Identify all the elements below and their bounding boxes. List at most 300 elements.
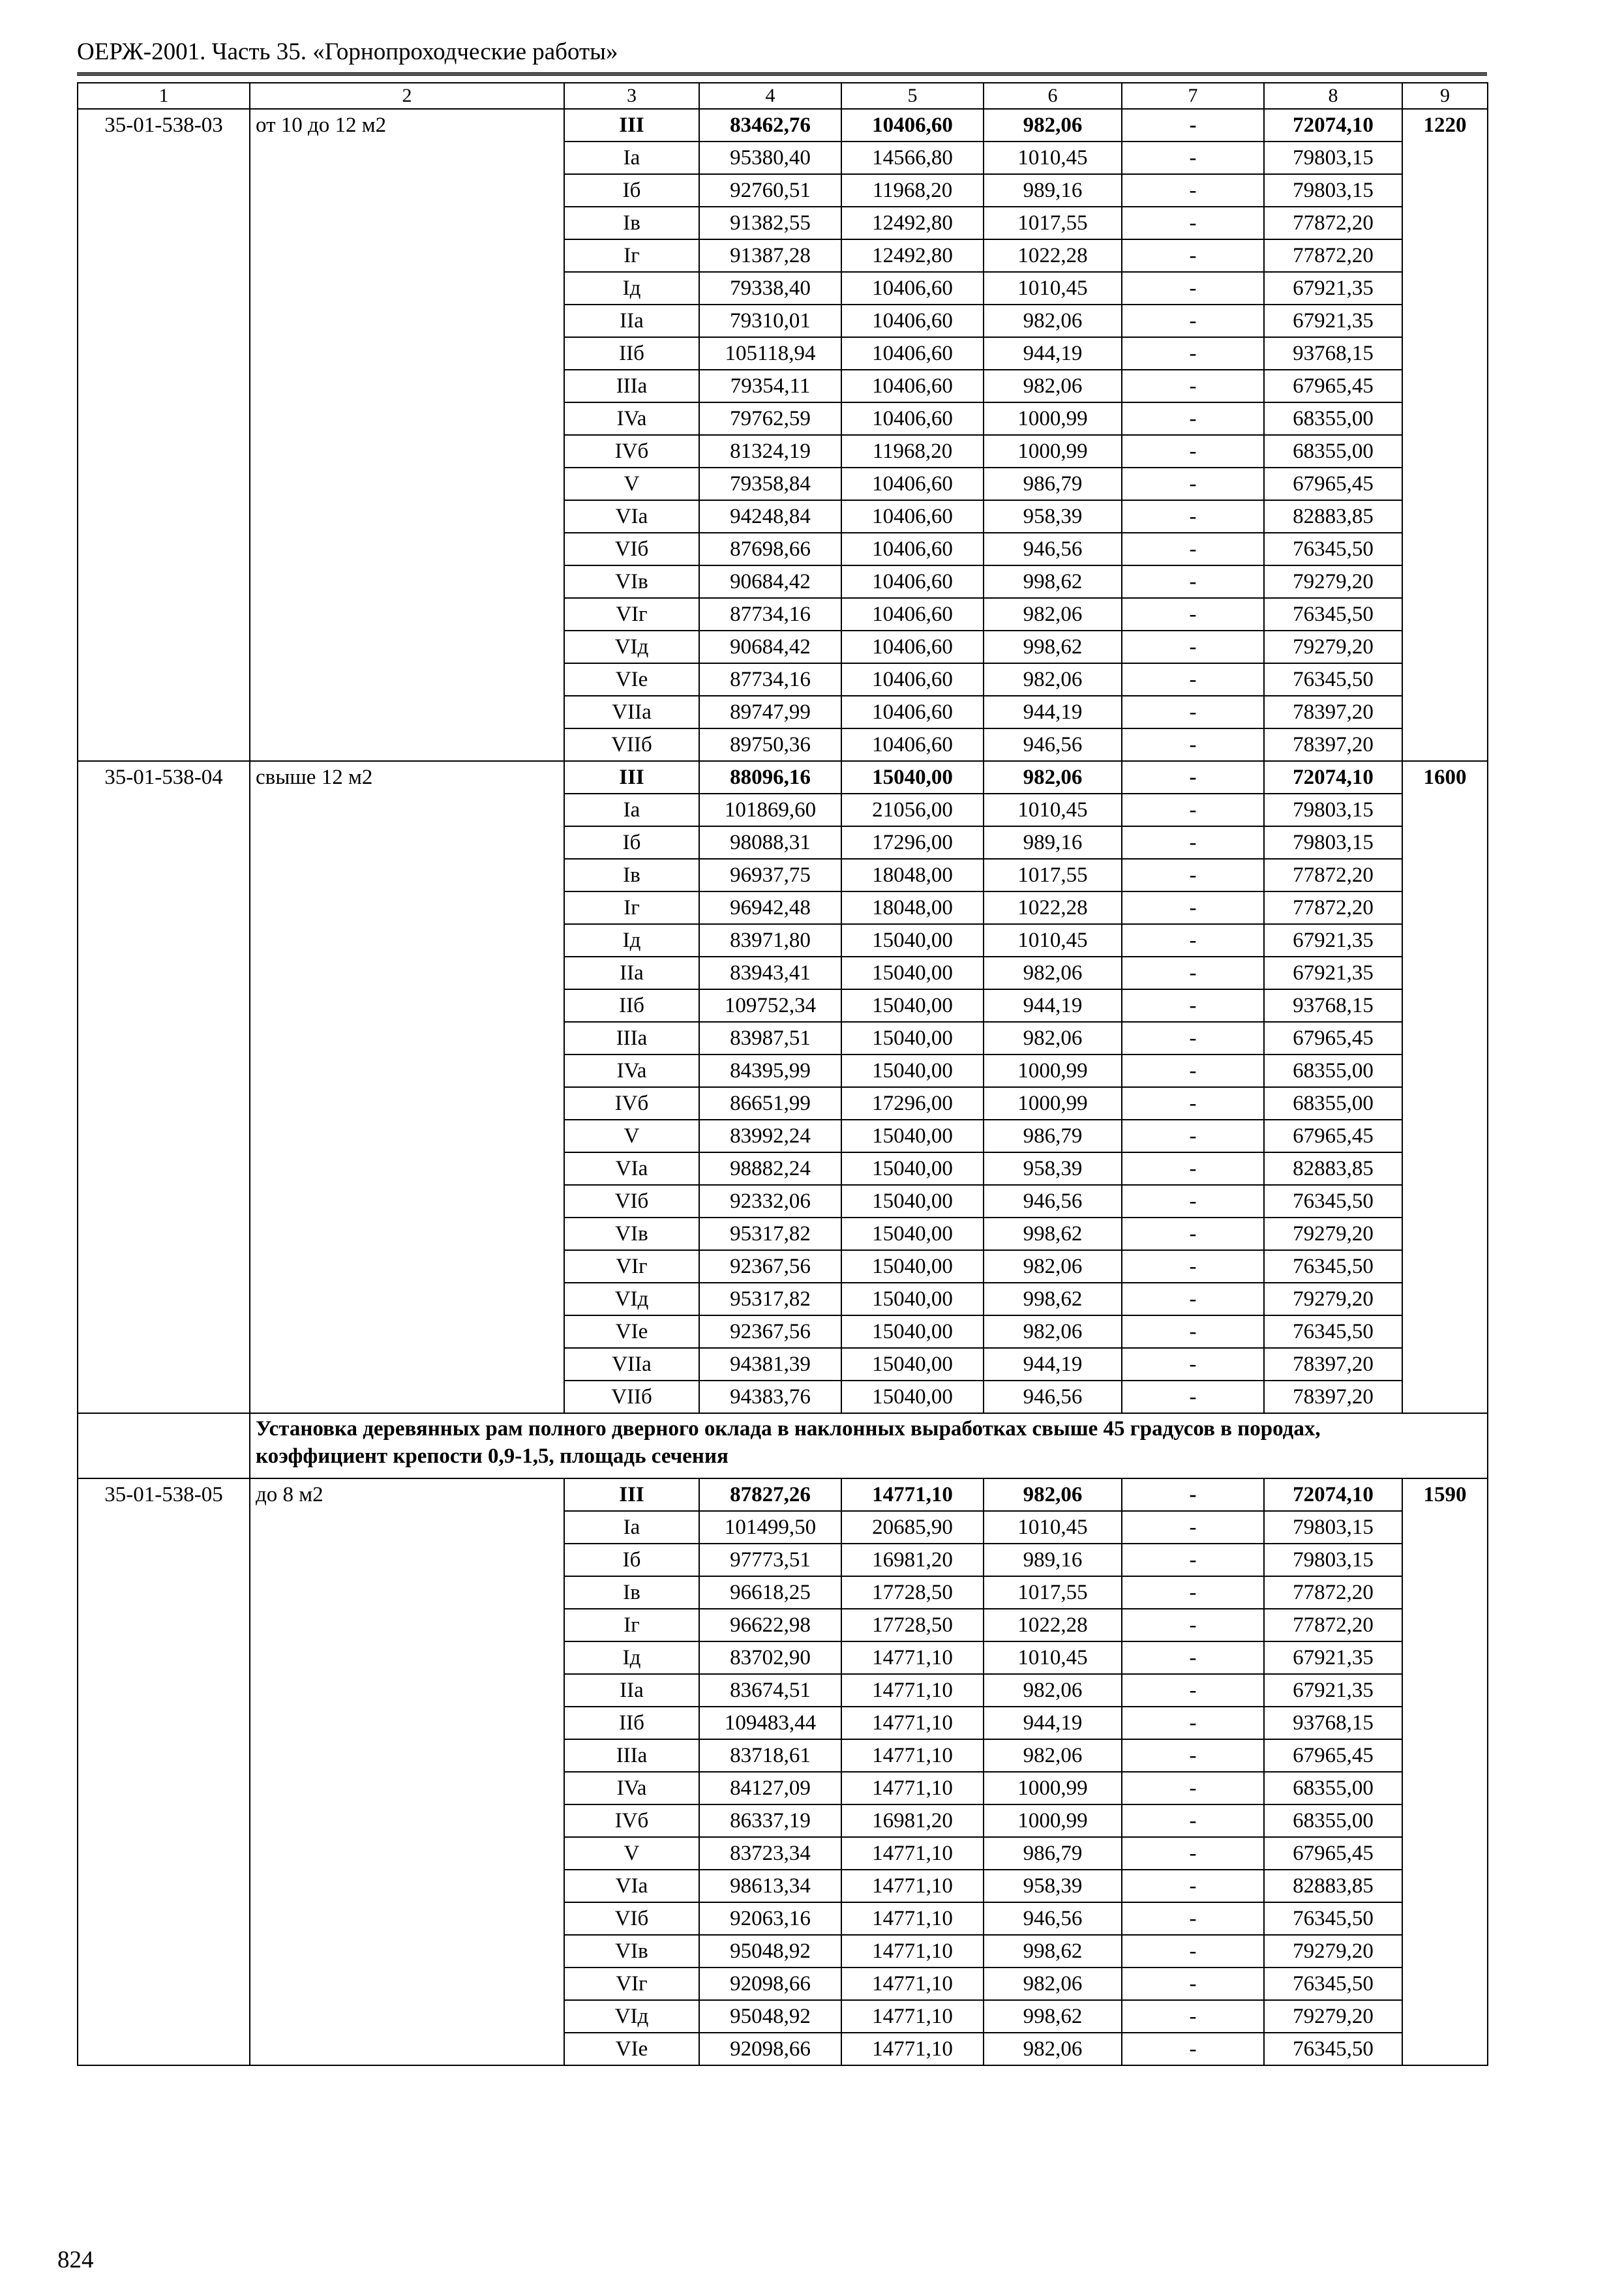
labor-cost-cell: 1220 xyxy=(1402,109,1488,761)
table-row xyxy=(78,761,1488,794)
driver-wages-cell: - xyxy=(1122,1674,1264,1707)
driver-wages-cell: - xyxy=(1122,1870,1264,1902)
materials-cell: 79279,20 xyxy=(1264,1283,1402,1315)
zone-cell: VIд xyxy=(564,1283,699,1315)
zone-cell: Iг xyxy=(564,891,699,924)
wages-cell: 14771,10 xyxy=(841,1478,984,1511)
materials-cell: 67921,35 xyxy=(1264,1674,1402,1707)
driver-wages-cell: - xyxy=(1122,859,1264,891)
materials-cell: 68355,00 xyxy=(1264,402,1402,435)
machines-cell: 982,06 xyxy=(984,109,1122,142)
labor-cost-cell: 1600 xyxy=(1402,761,1488,1413)
total-cell: 83718,61 xyxy=(699,1739,841,1772)
total-cell: 92760,51 xyxy=(699,174,841,207)
wages-cell: 11968,20 xyxy=(841,174,984,207)
machines-cell: 982,06 xyxy=(984,1022,1122,1055)
machines-cell: 986,79 xyxy=(984,1120,1122,1152)
materials-cell: 77872,20 xyxy=(1264,1609,1402,1641)
total-cell: 90684,42 xyxy=(699,631,841,663)
wages-cell: 15040,00 xyxy=(841,1283,984,1315)
driver-wages-cell: - xyxy=(1122,761,1264,794)
item-name: от 10 до 12 м2 xyxy=(250,109,564,761)
zone-cell: Iд xyxy=(564,1641,699,1674)
zone-cell: VIIб xyxy=(564,728,699,761)
machines-cell: 982,06 xyxy=(984,1478,1122,1511)
total-cell: 79310,01 xyxy=(699,305,841,337)
wages-cell: 14771,10 xyxy=(841,1967,984,2000)
machines-cell: 982,06 xyxy=(984,663,1122,696)
zone-cell: IVб xyxy=(564,1804,699,1837)
wages-cell: 15040,00 xyxy=(841,1055,984,1087)
materials-cell: 67921,35 xyxy=(1264,957,1402,989)
zone-cell: III xyxy=(564,1478,699,1511)
wages-cell: 17296,00 xyxy=(841,826,984,859)
machines-cell: 946,56 xyxy=(984,1902,1122,1935)
zone-cell: Iв xyxy=(564,1576,699,1609)
total-cell: 83992,24 xyxy=(699,1120,841,1152)
materials-cell: 68355,00 xyxy=(1264,435,1402,468)
machines-cell: 982,06 xyxy=(984,761,1122,794)
driver-wages-cell: - xyxy=(1122,1283,1264,1315)
driver-wages-cell: - xyxy=(1122,696,1264,728)
driver-wages-cell: - xyxy=(1122,1967,1264,2000)
materials-cell: 93768,15 xyxy=(1264,1707,1402,1739)
total-cell: 109752,34 xyxy=(699,989,841,1022)
zone-cell: VIд xyxy=(564,2000,699,2033)
zone-cell: IVa xyxy=(564,1055,699,1087)
wages-cell: 10406,60 xyxy=(841,533,984,565)
materials-cell: 79279,20 xyxy=(1264,2000,1402,2033)
zone-cell: Iд xyxy=(564,924,699,957)
total-cell: 92332,06 xyxy=(699,1185,841,1218)
item-name: до 8 м2 xyxy=(250,1478,564,2065)
wages-cell: 15040,00 xyxy=(841,1381,984,1413)
materials-cell: 78397,20 xyxy=(1264,1348,1402,1381)
driver-wages-cell: - xyxy=(1122,1218,1264,1250)
zone-cell: V xyxy=(564,1120,699,1152)
machines-cell: 1010,45 xyxy=(984,1641,1122,1674)
wages-cell: 10406,60 xyxy=(841,728,984,761)
materials-cell: 93768,15 xyxy=(1264,989,1402,1022)
machines-cell: 998,62 xyxy=(984,2000,1122,2033)
zone-cell: III xyxy=(564,109,699,142)
machines-cell: 982,06 xyxy=(984,1315,1122,1348)
materials-cell: 68355,00 xyxy=(1264,1772,1402,1804)
total-cell: 84127,09 xyxy=(699,1772,841,1804)
wages-cell: 10406,60 xyxy=(841,598,984,631)
zone-cell: Iг xyxy=(564,239,699,272)
machines-cell: 1010,45 xyxy=(984,924,1122,957)
materials-cell: 82883,85 xyxy=(1264,1152,1402,1185)
total-cell: 95048,92 xyxy=(699,1935,841,1967)
total-cell: 109483,44 xyxy=(699,1707,841,1739)
materials-cell: 79279,20 xyxy=(1264,1218,1402,1250)
total-cell: 98088,31 xyxy=(699,826,841,859)
total-cell: 96942,48 xyxy=(699,891,841,924)
materials-cell: 68355,00 xyxy=(1264,1804,1402,1837)
total-cell: 83987,51 xyxy=(699,1022,841,1055)
total-cell: 83462,76 xyxy=(699,109,841,142)
zone-cell: VIб xyxy=(564,533,699,565)
zone-cell: Iб xyxy=(564,1544,699,1576)
machines-cell: 1010,45 xyxy=(984,1511,1122,1544)
driver-wages-cell: - xyxy=(1122,891,1264,924)
materials-cell: 78397,20 xyxy=(1264,1381,1402,1413)
driver-wages-cell: - xyxy=(1122,272,1264,305)
driver-wages-cell: - xyxy=(1122,1902,1264,1935)
machines-cell: 1000,99 xyxy=(984,435,1122,468)
machines-cell: 946,56 xyxy=(984,1185,1122,1218)
machines-cell: 989,16 xyxy=(984,1544,1122,1576)
total-cell: 98882,24 xyxy=(699,1152,841,1185)
total-cell: 96618,25 xyxy=(699,1576,841,1609)
driver-wages-cell: - xyxy=(1122,1185,1264,1218)
driver-wages-cell: - xyxy=(1122,2033,1264,2065)
total-cell: 91382,55 xyxy=(699,207,841,239)
machines-cell: 998,62 xyxy=(984,631,1122,663)
driver-wages-cell: - xyxy=(1122,1250,1264,1283)
total-cell: 83702,90 xyxy=(699,1641,841,1674)
total-cell: 87734,16 xyxy=(699,598,841,631)
table-body xyxy=(78,83,1488,2065)
zone-cell: VIв xyxy=(564,1935,699,1967)
wages-cell: 10406,60 xyxy=(841,565,984,598)
materials-cell: 68355,00 xyxy=(1264,1055,1402,1087)
wages-cell: 20685,90 xyxy=(841,1511,984,1544)
wages-cell: 16981,20 xyxy=(841,1804,984,1837)
driver-wages-cell: - xyxy=(1122,598,1264,631)
driver-wages-cell: - xyxy=(1122,305,1264,337)
machines-cell: 946,56 xyxy=(984,1381,1122,1413)
materials-cell: 68355,00 xyxy=(1264,1087,1402,1120)
zone-cell: IVa xyxy=(564,1772,699,1804)
machines-cell: 944,19 xyxy=(984,696,1122,728)
machines-cell: 946,56 xyxy=(984,533,1122,565)
zone-cell: Iв xyxy=(564,859,699,891)
machines-cell: 986,79 xyxy=(984,1837,1122,1870)
wages-cell: 10406,60 xyxy=(841,402,984,435)
wages-cell: 12492,80 xyxy=(841,207,984,239)
zone-cell: IVб xyxy=(564,1087,699,1120)
wages-cell: 10406,60 xyxy=(841,468,984,500)
driver-wages-cell: - xyxy=(1122,1707,1264,1739)
materials-cell: 67921,35 xyxy=(1264,1641,1402,1674)
machines-cell: 982,06 xyxy=(984,1739,1122,1772)
wages-cell: 15040,00 xyxy=(841,1218,984,1250)
total-cell: 84395,99 xyxy=(699,1055,841,1087)
driver-wages-cell: - xyxy=(1122,631,1264,663)
wages-cell: 21056,00 xyxy=(841,794,984,826)
section-spacer xyxy=(78,1413,250,1478)
machines-cell: 1000,99 xyxy=(984,1804,1122,1837)
column-number: 9 xyxy=(1402,83,1488,109)
total-cell: 87827,26 xyxy=(699,1478,841,1511)
machines-cell: 1000,99 xyxy=(984,1087,1122,1120)
total-cell: 94248,84 xyxy=(699,500,841,533)
page-header-title: ОЕРЖ-2001. Часть 35. «Горнопроходческие работы» xyxy=(77,38,618,65)
driver-wages-cell: - xyxy=(1122,1609,1264,1641)
column-number: 7 xyxy=(1122,83,1264,109)
driver-wages-cell: - xyxy=(1122,337,1264,370)
machines-cell: 998,62 xyxy=(984,1218,1122,1250)
zone-cell: IIб xyxy=(564,1707,699,1739)
materials-cell: 76345,50 xyxy=(1264,663,1402,696)
driver-wages-cell: - xyxy=(1122,1641,1264,1674)
section-title-row xyxy=(78,1413,1488,1478)
machines-cell: 944,19 xyxy=(984,1707,1122,1739)
total-cell: 97773,51 xyxy=(699,1544,841,1576)
materials-cell: 72074,10 xyxy=(1264,109,1402,142)
wages-cell: 15040,00 xyxy=(841,957,984,989)
total-cell: 79358,84 xyxy=(699,468,841,500)
zone-cell: IIIa xyxy=(564,1739,699,1772)
materials-cell: 77872,20 xyxy=(1264,207,1402,239)
machines-cell: 958,39 xyxy=(984,1152,1122,1185)
wages-cell: 18048,00 xyxy=(841,891,984,924)
zone-cell: Iб xyxy=(564,826,699,859)
total-cell: 91387,28 xyxy=(699,239,841,272)
total-cell: 95317,82 xyxy=(699,1218,841,1250)
driver-wages-cell: - xyxy=(1122,1739,1264,1772)
zone-cell: Ia xyxy=(564,794,699,826)
zone-cell: VIa xyxy=(564,500,699,533)
materials-cell: 76345,50 xyxy=(1264,1185,1402,1218)
machines-cell: 982,06 xyxy=(984,1674,1122,1707)
machines-cell: 989,16 xyxy=(984,826,1122,859)
total-cell: 95317,82 xyxy=(699,1283,841,1315)
materials-cell: 79803,15 xyxy=(1264,174,1402,207)
total-cell: 87734,16 xyxy=(699,663,841,696)
driver-wages-cell: - xyxy=(1122,1544,1264,1576)
zone-cell: VIг xyxy=(564,598,699,631)
wages-cell: 10406,60 xyxy=(841,663,984,696)
item-code: 35-01-538-05 xyxy=(78,1478,250,2065)
total-cell: 101869,60 xyxy=(699,794,841,826)
zone-cell: IIa xyxy=(564,957,699,989)
wages-cell: 15040,00 xyxy=(841,924,984,957)
zone-cell: VIIб xyxy=(564,1381,699,1413)
machines-cell: 982,06 xyxy=(984,1967,1122,2000)
driver-wages-cell: - xyxy=(1122,435,1264,468)
machines-cell: 986,79 xyxy=(984,468,1122,500)
total-cell: 105118,94 xyxy=(699,337,841,370)
materials-cell: 78397,20 xyxy=(1264,728,1402,761)
wages-cell: 10406,60 xyxy=(841,305,984,337)
total-cell: 95380,40 xyxy=(699,142,841,174)
wages-cell: 18048,00 xyxy=(841,859,984,891)
materials-cell: 67965,45 xyxy=(1264,468,1402,500)
machines-cell: 944,19 xyxy=(984,989,1122,1022)
driver-wages-cell: - xyxy=(1122,794,1264,826)
materials-cell: 76345,50 xyxy=(1264,2033,1402,2065)
wages-cell: 10406,60 xyxy=(841,109,984,142)
driver-wages-cell: - xyxy=(1122,174,1264,207)
driver-wages-cell: - xyxy=(1122,1511,1264,1544)
driver-wages-cell: - xyxy=(1122,500,1264,533)
machines-cell: 1010,45 xyxy=(984,142,1122,174)
wages-cell: 17728,50 xyxy=(841,1609,984,1641)
section-title: Установка деревянных рам полного дверного оклада в наклонных выработках свыше 45 градусов в породах, коэффициент крепости 0,9-1,5, площадь сечения xyxy=(250,1413,1488,1478)
machines-cell: 982,06 xyxy=(984,305,1122,337)
materials-cell: 77872,20 xyxy=(1264,1576,1402,1609)
machines-cell: 1022,28 xyxy=(984,891,1122,924)
machines-cell: 1010,45 xyxy=(984,794,1122,826)
total-cell: 87698,66 xyxy=(699,533,841,565)
wages-cell: 14566,80 xyxy=(841,142,984,174)
total-cell: 86337,19 xyxy=(699,1804,841,1837)
materials-cell: 93768,15 xyxy=(1264,337,1402,370)
wages-cell: 14771,10 xyxy=(841,1707,984,1739)
zone-cell: VIe xyxy=(564,1315,699,1348)
total-cell: 86651,99 xyxy=(699,1087,841,1120)
driver-wages-cell: - xyxy=(1122,826,1264,859)
wages-cell: 16981,20 xyxy=(841,1544,984,1576)
machines-cell: 982,06 xyxy=(984,2033,1122,2065)
machines-cell: 944,19 xyxy=(984,1348,1122,1381)
zone-cell: VIa xyxy=(564,1870,699,1902)
materials-cell: 67965,45 xyxy=(1264,1739,1402,1772)
driver-wages-cell: - xyxy=(1122,1348,1264,1381)
machines-cell: 982,06 xyxy=(984,598,1122,631)
materials-cell: 79279,20 xyxy=(1264,1935,1402,1967)
wages-cell: 10406,60 xyxy=(841,696,984,728)
driver-wages-cell: - xyxy=(1122,239,1264,272)
materials-cell: 82883,85 xyxy=(1264,500,1402,533)
total-cell: 92367,56 xyxy=(699,1250,841,1283)
zone-cell: Iг xyxy=(564,1609,699,1641)
column-number: 1 xyxy=(78,83,250,109)
machines-cell: 982,06 xyxy=(984,1250,1122,1283)
zone-cell: VIв xyxy=(564,565,699,598)
zone-cell: IIб xyxy=(564,989,699,1022)
zone-cell: VIIa xyxy=(564,1348,699,1381)
wages-cell: 14771,10 xyxy=(841,2000,984,2033)
column-number: 6 xyxy=(984,83,1122,109)
wages-cell: 17728,50 xyxy=(841,1576,984,1609)
total-cell: 96622,98 xyxy=(699,1609,841,1641)
wages-cell: 15040,00 xyxy=(841,761,984,794)
total-cell: 92367,56 xyxy=(699,1315,841,1348)
materials-cell: 67965,45 xyxy=(1264,1120,1402,1152)
total-cell: 79762,59 xyxy=(699,402,841,435)
wages-cell: 10406,60 xyxy=(841,370,984,402)
driver-wages-cell: - xyxy=(1122,1055,1264,1087)
zone-cell: V xyxy=(564,468,699,500)
driver-wages-cell: - xyxy=(1122,1478,1264,1511)
driver-wages-cell: - xyxy=(1122,1772,1264,1804)
zone-cell: IIIa xyxy=(564,1022,699,1055)
zone-cell: VIг xyxy=(564,1250,699,1283)
driver-wages-cell: - xyxy=(1122,1935,1264,1967)
machines-cell: 1017,55 xyxy=(984,859,1122,891)
driver-wages-cell: - xyxy=(1122,1120,1264,1152)
machines-cell: 1000,99 xyxy=(984,402,1122,435)
materials-cell: 79803,15 xyxy=(1264,1511,1402,1544)
materials-cell: 76345,50 xyxy=(1264,1315,1402,1348)
driver-wages-cell: - xyxy=(1122,109,1264,142)
labor-cost-cell: 1590 xyxy=(1402,1478,1488,2065)
machines-cell: 1017,55 xyxy=(984,1576,1122,1609)
machines-cell: 1017,55 xyxy=(984,207,1122,239)
machines-cell: 998,62 xyxy=(984,565,1122,598)
materials-cell: 77872,20 xyxy=(1264,239,1402,272)
zone-cell: VIд xyxy=(564,631,699,663)
materials-cell: 77872,20 xyxy=(1264,859,1402,891)
materials-cell: 67965,45 xyxy=(1264,370,1402,402)
materials-cell: 79803,15 xyxy=(1264,142,1402,174)
machines-cell: 1000,99 xyxy=(984,1055,1122,1087)
total-cell: 92098,66 xyxy=(699,2033,841,2065)
materials-cell: 76345,50 xyxy=(1264,1902,1402,1935)
wages-cell: 10406,60 xyxy=(841,500,984,533)
wages-cell: 15040,00 xyxy=(841,989,984,1022)
zone-cell: Iб xyxy=(564,174,699,207)
wages-cell: 10406,60 xyxy=(841,272,984,305)
table-row xyxy=(78,109,1488,142)
column-number: 2 xyxy=(250,83,564,109)
wages-cell: 14771,10 xyxy=(841,2033,984,2065)
materials-cell: 79803,15 xyxy=(1264,1544,1402,1576)
machines-cell: 982,06 xyxy=(984,370,1122,402)
total-cell: 92098,66 xyxy=(699,1967,841,2000)
zone-cell: VIб xyxy=(564,1902,699,1935)
total-cell: 88096,16 xyxy=(699,761,841,794)
zone-cell: VIг xyxy=(564,1967,699,2000)
wages-cell: 14771,10 xyxy=(841,1739,984,1772)
driver-wages-cell: - xyxy=(1122,924,1264,957)
total-cell: 96937,75 xyxy=(699,859,841,891)
zone-cell: VIe xyxy=(564,2033,699,2065)
materials-cell: 72074,10 xyxy=(1264,1478,1402,1511)
wages-cell: 11968,20 xyxy=(841,435,984,468)
driver-wages-cell: - xyxy=(1122,1087,1264,1120)
wages-cell: 14771,10 xyxy=(841,1935,984,1967)
wages-cell: 15040,00 xyxy=(841,1185,984,1218)
zone-cell: IIa xyxy=(564,1674,699,1707)
total-cell: 79354,11 xyxy=(699,370,841,402)
wages-cell: 17296,00 xyxy=(841,1087,984,1120)
page-number: 824 xyxy=(57,2247,94,2273)
column-number: 3 xyxy=(564,83,699,109)
materials-cell: 79279,20 xyxy=(1264,631,1402,663)
driver-wages-cell: - xyxy=(1122,370,1264,402)
total-cell: 90684,42 xyxy=(699,565,841,598)
total-cell: 81324,19 xyxy=(699,435,841,468)
wages-cell: 15040,00 xyxy=(841,1315,984,1348)
wages-cell: 15040,00 xyxy=(841,1022,984,1055)
materials-cell: 72074,10 xyxy=(1264,761,1402,794)
materials-cell: 79803,15 xyxy=(1264,794,1402,826)
wages-cell: 14771,10 xyxy=(841,1870,984,1902)
materials-cell: 67921,35 xyxy=(1264,272,1402,305)
driver-wages-cell: - xyxy=(1122,728,1264,761)
machines-cell: 998,62 xyxy=(984,1283,1122,1315)
materials-cell: 79803,15 xyxy=(1264,826,1402,859)
materials-cell: 76345,50 xyxy=(1264,598,1402,631)
zone-cell: VIa xyxy=(564,1152,699,1185)
driver-wages-cell: - xyxy=(1122,533,1264,565)
machines-cell: 982,06 xyxy=(984,957,1122,989)
driver-wages-cell: - xyxy=(1122,1152,1264,1185)
driver-wages-cell: - xyxy=(1122,957,1264,989)
column-number: 5 xyxy=(841,83,984,109)
machines-cell: 1022,28 xyxy=(984,239,1122,272)
total-cell: 83674,51 xyxy=(699,1674,841,1707)
driver-wages-cell: - xyxy=(1122,1315,1264,1348)
machines-cell: 946,56 xyxy=(984,728,1122,761)
driver-wages-cell: - xyxy=(1122,989,1264,1022)
zone-cell: IVa xyxy=(564,402,699,435)
